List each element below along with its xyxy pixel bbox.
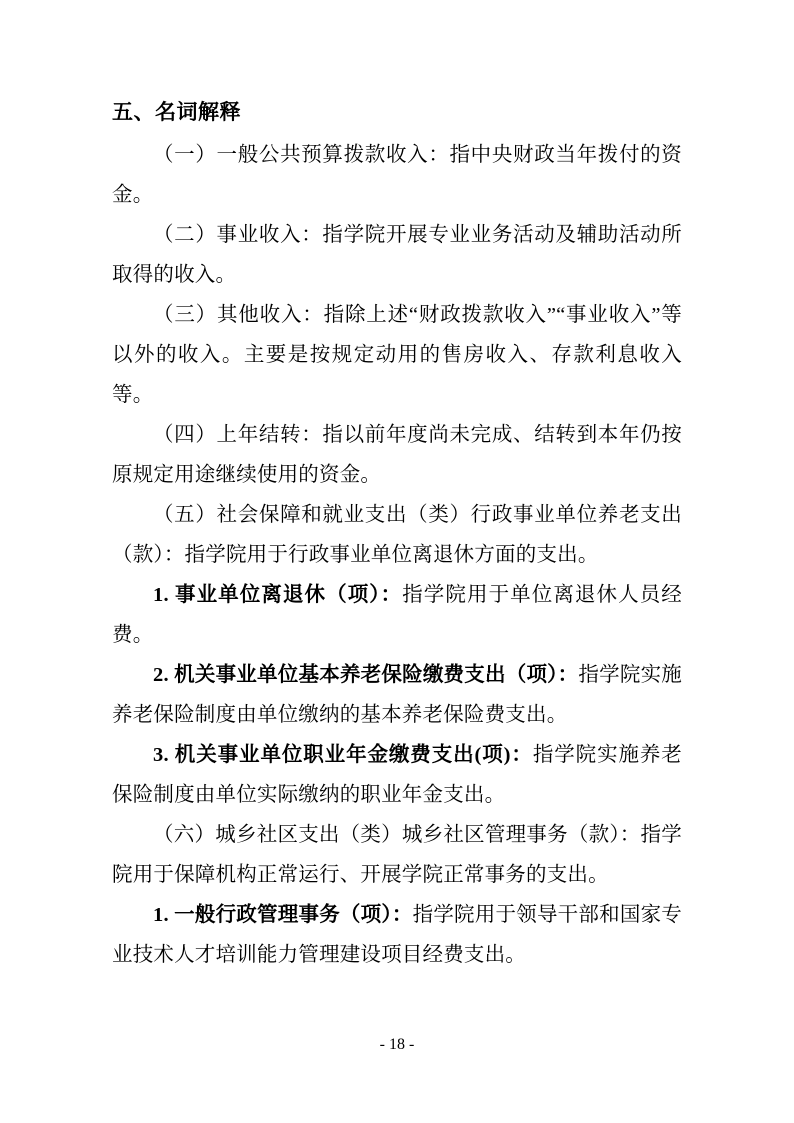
paragraph-item-2: （二）事业收入：指学院开展专业业务活动及辅助活动所取得的收入。: [112, 224, 682, 286]
section-heading: 五、名词解释: [112, 100, 241, 124]
paragraph-item-5-1-body: 指学院用于单位离退休人员经费。: [112, 584, 682, 646]
paragraph-item-1: （一）一般公共预算拨款收入：指中央财政当年拨付的资金。: [112, 144, 682, 206]
paragraph-item-5-2: [112, 655, 682, 735]
paragraph-item-5-1-lead: 1. 事业单位离退休（项）：: [153, 584, 403, 606]
paragraph-item-5-3: [112, 735, 682, 815]
paragraph-item-3: （三）其他收入：指除上述“财政拨款收入”“事业收入”等以外的收入。主要是按规定动用的售房收入、存款利息收入等。: [112, 304, 682, 406]
paragraph-item-5-1: [112, 575, 682, 655]
paragraph-item-4: （四）上年结转：指以前年度尚未完成、结转到本年仍按原规定用途继续使用的资金。: [112, 424, 682, 486]
paragraph-item-5-2-lead: 2. 机关事业单位基本养老保险缴费支出（项）：: [153, 664, 579, 686]
paragraph-item-5-2-body: 指学院实施养老保险制度由单位缴纳的基本养老保险费支出。: [112, 664, 682, 726]
paragraph-item-5-3-body: 指学院实施养老保险制度由单位实际缴纳的职业年金支出。: [112, 744, 682, 806]
paragraph-item-6-1-lead: 1. 一般行政管理事务（项）：: [153, 904, 413, 926]
paragraph-item-6-1: [112, 895, 682, 975]
paragraph-item-5-3-lead: 3. 机关事业单位职业年金缴费支出(项)：: [153, 744, 533, 766]
paragraph-item-5: （五）社会保障和就业支出（类）行政事业单位养老支出（款）：指学院用于行政事业单位离退休方面的支出。: [112, 504, 682, 566]
paragraph-item-6-1-body: 指学院用于领导干部和国家专业技术人才培训能力管理建设项目经费支出。: [112, 904, 683, 966]
page-number: - 18 -: [379, 1036, 415, 1053]
paragraph-item-6: （六）城乡社区支出（类）城乡社区管理事务（款）：指学院用于保障机构正常运行、开展学院正常事务的支出。: [112, 824, 682, 886]
page-content: [112, 92, 682, 975]
